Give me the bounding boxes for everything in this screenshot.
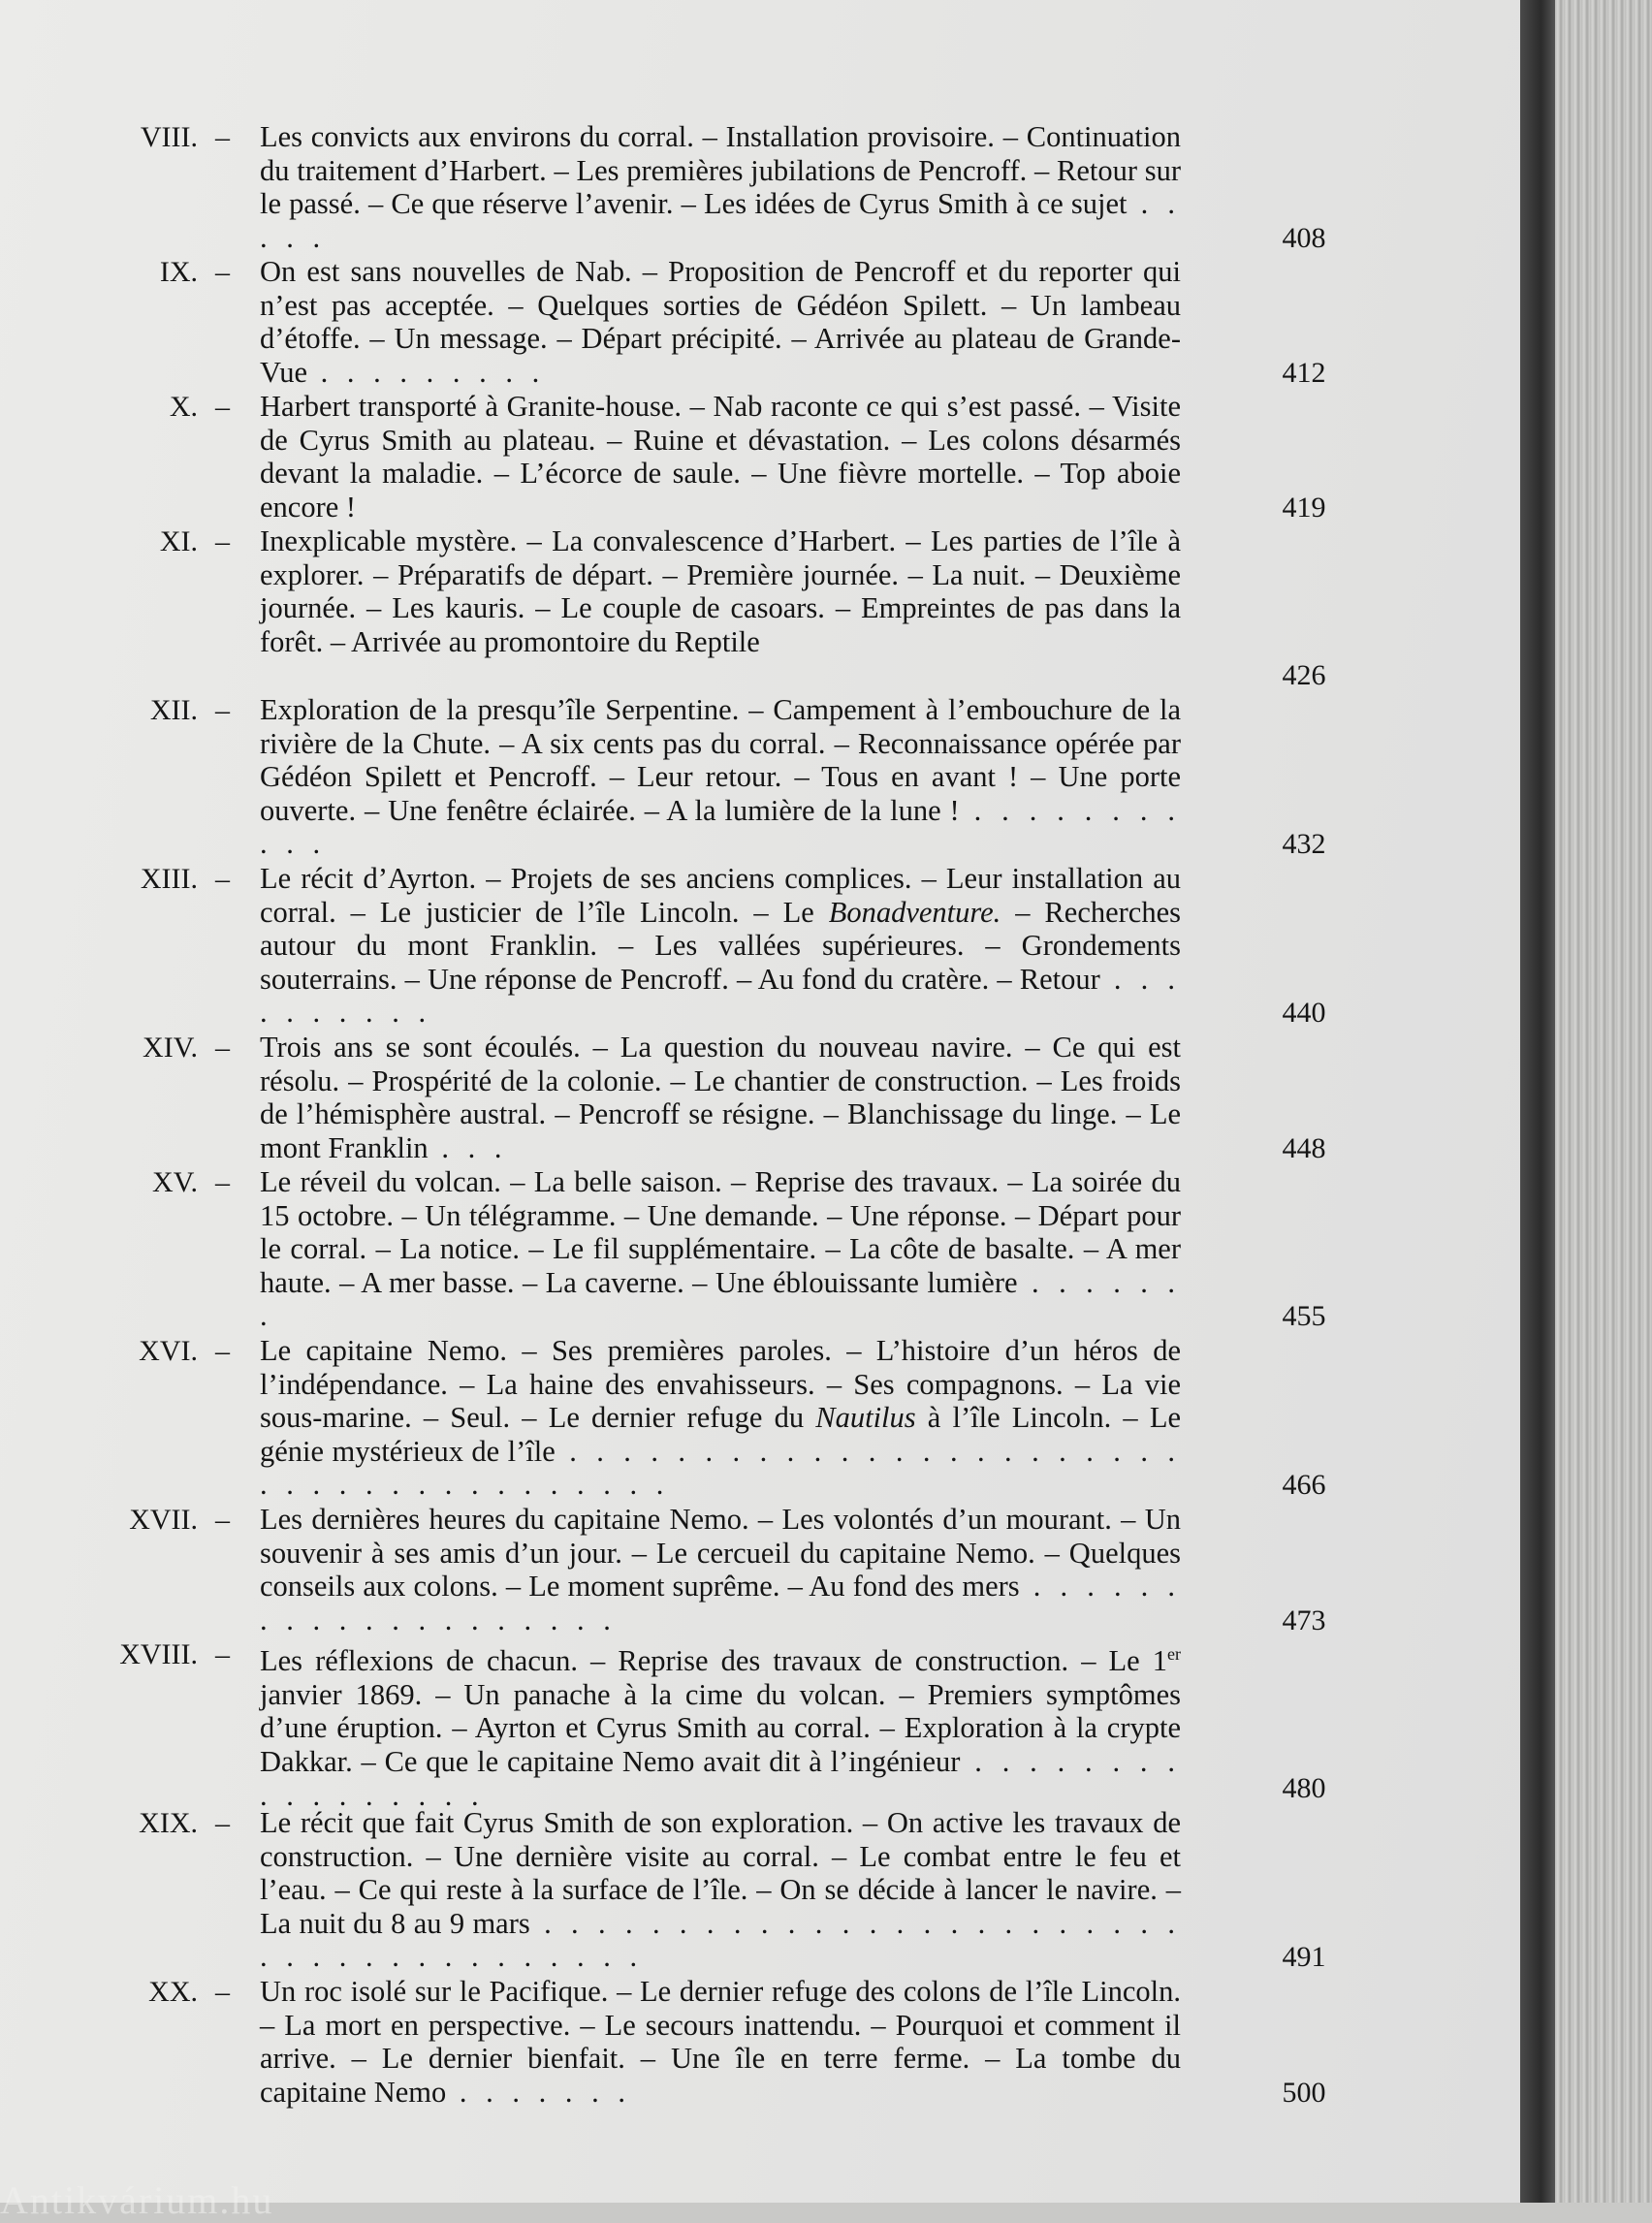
submarine-name: Nautilus xyxy=(815,1401,916,1435)
chapter-summary: Inexplicable mystère. – La convalescence d’Harbert. – Les parties de l’île à explorer. – Préparatifs de départ. – Première journée. – La nuit. – Deuxième journée. – Les kauris. – Le couple de casoars. – Empreintes de pas dans la forêt. – Arrivée au promontoire du Reptile xyxy=(260,524,1181,658)
chapter-number: XI. xyxy=(159,525,198,557)
chapter-number: XX. xyxy=(148,1976,198,2008)
entry-dash: – xyxy=(215,121,230,153)
entry-dash: – xyxy=(215,694,230,726)
entry-dash: – xyxy=(215,1335,230,1367)
chapter-summary: Les dernières heures du capitaine Nemo. – Les volontés d’un mourant. – Un souvenir à ses amis d’un jour. – Le cercueil du capitaine Nemo. – Quelques conseils aux colons. – Le moment suprême. – Au fond des mers . . . . . . . . . . . . . . . . . . . . xyxy=(260,1503,1182,1636)
entry-dash: – xyxy=(215,256,230,288)
entry-dash: – xyxy=(215,1504,230,1536)
book-page-edges xyxy=(1555,0,1652,2203)
page-number: 432 xyxy=(1282,828,1326,860)
chapter-number: XVIII. xyxy=(119,1638,198,1670)
entry-dash: – xyxy=(215,863,230,895)
chapter-number: VIII. xyxy=(140,121,198,153)
page-number: 440 xyxy=(1282,997,1326,1029)
chapter-summary: On est sans nouvelles de Nab. – Proposition de Pencroff et du reporter qui n’est pas acceptée. – Quelques sorties de Gédéon Spilett. – Un lambeau d’étoffe. – Un message. – Départ précipité. – Arrivée au plateau de Grande-Vue . . . . . . . . . xyxy=(260,255,1181,389)
entry-dash: – xyxy=(215,1807,230,1839)
page-number: 408 xyxy=(1282,222,1326,254)
page-number: 419 xyxy=(1282,492,1326,524)
chapter-number: XVI. xyxy=(139,1335,198,1367)
chapter-summary: Le capitaine Nemo. – Ses premières paroles. – L’histoire d’un héros de l’indépendance. – La haine des envahisseurs. – Ses compagnons. – La vie sous-marine. – Seul. – Le dernier refuge du Nautilus à l’île Lincoln. – Le génie mystérieux de l’île . . . . . . . . . . . . . . . . . . . . . . . . . . . . . . . . . . . . . . . xyxy=(260,1334,1182,1502)
chapter-number: XII. xyxy=(149,694,198,726)
superscript: er xyxy=(1167,1644,1181,1664)
page-number: 412 xyxy=(1282,357,1326,389)
ship-name: Bonadventure. xyxy=(828,895,1001,929)
watermark-text: Antikvárium.hu xyxy=(0,2178,274,2222)
page-number: 480 xyxy=(1282,1772,1326,1804)
page-number: 500 xyxy=(1282,2077,1326,2109)
chapter-summary: Un roc isolé sur le Pacifique. – Le dernier refuge des colons de l’île Lincoln. – La mort en perspective. – Le secours inattendu. – Pourquoi et comment il arrive. – Le dernier bienfait. – Une île en terre ferme. – La tombe du capitaine Nemo . . . . . . . xyxy=(260,1975,1181,2109)
chapter-number: XV. xyxy=(152,1166,198,1198)
chapter-summary: Trois ans se sont écoulés. – La question du nouveau navire. – Ce qui est résolu. – Prospérité de la colonie. – Le chantier de construction. – Les froids de l’hémisphère austral. – Pencroff se résigne. – Blanchissage du linge. – Le mont Franklin . . . xyxy=(260,1031,1181,1164)
chapter-number: IX. xyxy=(159,256,198,288)
page-number: 455 xyxy=(1282,1300,1326,1332)
entry-dash: – xyxy=(215,1976,230,2008)
chapter-number: XIX. xyxy=(139,1807,198,1839)
chapter-number: XVII. xyxy=(129,1504,198,1536)
page-number: 491 xyxy=(1282,1941,1326,1973)
chapter-summary: Exploration de la presqu’île Serpentine. – Campement à l’embouchure de la rivière de la Chute. – A six cents pas du corral. – Reconnaissance opérée par Gédéon Spilett et Pencroff. – Leur retour. – Tous en avant ! – Une porte ouverte. – Une fenêtre éclairée. – A la lumière de la lune ! . . . . . . . . . . . xyxy=(260,693,1181,861)
entry-dash: – xyxy=(215,1032,230,1064)
chapter-summary: Les convicts aux environs du corral. – Installation provisoire. – Continuation du traitement d’Harbert. – Les premières jubilations de Pencroff. – Retour sur le passé. – Ce que réserve l’avenir. – Les idées de Cyrus Smith à ce sujet . . . . . xyxy=(260,120,1182,254)
chapter-summary: Harbert transporté à Granite-house. – Nab raconte ce qui s’est passé. – Visite de Cyrus Smith au plateau. – Ruine et dévastation. – Les colons désarmés devant la maladie. – L’écorce de saule. – Une fièvre mortelle. – Top aboie encore ! xyxy=(260,390,1181,524)
chapter-summary: Le récit que fait Cyrus Smith de son exploration. – On active les travaux de construction. – Une dernière visite au corral. – Le combat entre le feu et l’eau. – Ce qui reste à la surface de l’île. – On se décide à lancer le navire. – La nuit du 8 au 9 mars . . . . . . . . . . . . . . . . . . . . . . . . . . . . . . . . . . . . . . . xyxy=(260,1806,1181,1974)
page-number: 473 xyxy=(1282,1604,1326,1636)
page-number: 466 xyxy=(1282,1469,1326,1501)
chapter-summary: Le récit d’Ayrton. – Projets de ses anciens complices. – Leur installation au corral. – Le justicier de l’île Lincoln. – Le Bonadventure. – Recherches autour du mont Franklin. – Les vallées supérieures. – Grondements souterrains. – Une réponse de Pencroff. – Au fond du cratère. – Retour . . . . . . . . . . xyxy=(260,862,1182,1030)
chapter-number: X. xyxy=(169,391,198,423)
chapter-number: XIV. xyxy=(143,1032,198,1064)
entry-dash: – xyxy=(215,391,230,423)
chapter-number: XIII. xyxy=(140,863,198,895)
chapter-summary: Le réveil du volcan. – La belle saison. – Reprise des travaux. – La soirée du 15 octobre. – Un télégramme. – Une demande. – Une réponse. – Départ pour le corral. – La notice. – Le fil supplémentaire. – La côte de basalte. – A mer haute. – A mer basse. – La caverne. – Une éblouissante lumière . . . . . . . xyxy=(260,1165,1182,1333)
entry-dash: – xyxy=(215,525,230,557)
page-number: 426 xyxy=(1282,659,1326,691)
entry-dash: – xyxy=(215,1638,230,1670)
page-number: 448 xyxy=(1282,1132,1326,1164)
entry-dash: – xyxy=(215,1166,230,1198)
book-gutter-shadow xyxy=(1520,0,1555,2203)
chapter-summary: Les réflexions de chacun. – Reprise des travaux de construction. – Le 1er janvier 1869. – Un panache à la cime du volcan. – Premiers symptômes d’une éruption. – Ayrton et Cyrus Smith au corral. – Exploration à la crypte Dakkar. – Ce que le capitaine Nemo avait dit à l’ingénieur . . . . . . . . . . . . . . . . . xyxy=(260,1644,1181,1812)
